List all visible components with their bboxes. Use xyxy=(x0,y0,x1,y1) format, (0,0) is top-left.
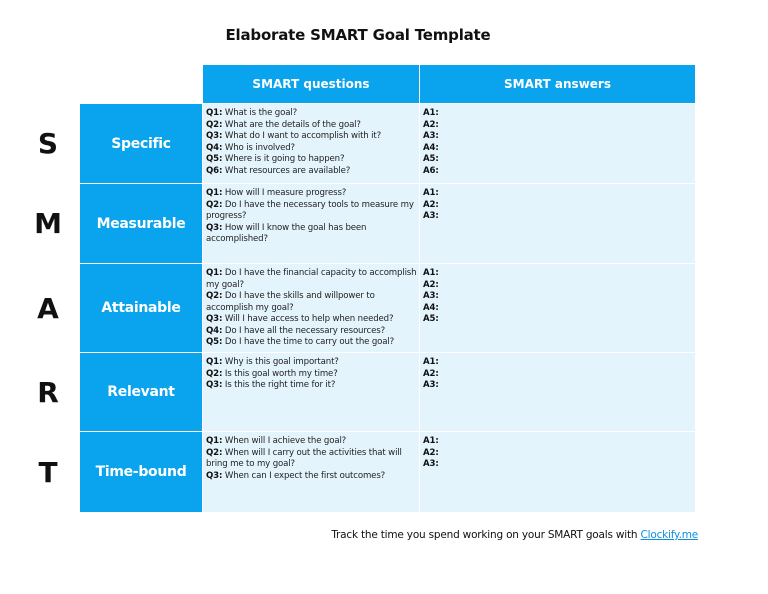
questions-cell-specific[interactable] xyxy=(203,104,419,183)
question-line: Q1: How will I measure progress? xyxy=(206,188,347,198)
answer-line: A5: xyxy=(423,314,439,324)
question-line: Q2: Do I have the skills and willpower to accomplish my goal? xyxy=(206,291,375,313)
answer-line: A3: xyxy=(423,131,439,141)
smart-letter: M xyxy=(34,207,62,240)
answers-cell-specific[interactable] xyxy=(420,104,695,183)
answer-line: A1: xyxy=(423,268,439,278)
smart-letter: R xyxy=(37,375,59,409)
row-label-measurable: Measurable xyxy=(80,184,202,263)
questions-cell-measurable[interactable] xyxy=(203,184,419,263)
answer-line: A2: xyxy=(423,279,439,290)
clockify-link[interactable]: Clockify.me xyxy=(640,529,698,541)
answers-cell-measurable[interactable] xyxy=(420,184,695,263)
question-line: Q2: Is this goal worth my time? xyxy=(206,368,338,379)
smart-letter: T xyxy=(38,455,58,489)
question-line: Q1: When will I achieve the goal? xyxy=(206,436,347,446)
question-line: Q2: Do I have the necessary tools to measure my progress? xyxy=(206,199,414,221)
smart-letter: S xyxy=(37,127,59,160)
answers-column-header: SMART answers xyxy=(420,65,695,103)
answer-line: A5: xyxy=(423,154,439,164)
answer-line: A4: xyxy=(423,142,439,153)
answer-line: A2: xyxy=(423,447,439,458)
question-line: Q3: Is this the right time for it? xyxy=(206,380,336,390)
question-line: Q3: How will I know the goal has been accomplished? xyxy=(206,222,367,244)
answer-line: A1: xyxy=(423,357,439,367)
answers-cell-relevant[interactable] xyxy=(420,353,695,431)
questions-cell-relevant[interactable] xyxy=(203,353,419,431)
answers-cell-time-bound[interactable] xyxy=(420,432,695,512)
smart-letter: A xyxy=(37,291,59,325)
question-line: Q2: What are the details of the goal? xyxy=(206,119,361,130)
answer-line: A2: xyxy=(423,368,439,379)
answer-line: A3: xyxy=(423,459,439,469)
question-line: Q4: Do I have all the necessary resources? xyxy=(206,325,385,336)
question-line: Q3: Will I have access to help when needed? xyxy=(206,314,394,324)
questions-cell-time-bound[interactable] xyxy=(203,432,419,512)
question-line: Q6: What resources are available? xyxy=(206,165,351,176)
footer-note xyxy=(331,529,698,541)
answer-line: A1: xyxy=(423,436,439,446)
answer-line: A4: xyxy=(423,302,439,313)
questions-column-header: SMART questions xyxy=(203,65,419,103)
question-line: Q5: Where is it going to happen? xyxy=(206,154,345,164)
question-line: Q5: Do I have the time to carry out the goal? xyxy=(206,337,395,347)
answer-line: A6: xyxy=(423,165,439,176)
answer-line: A3: xyxy=(423,211,439,221)
answer-line: A3: xyxy=(423,380,439,390)
question-line: Q1: What is the goal? xyxy=(206,108,297,118)
answer-line: A1: xyxy=(423,188,439,198)
questions-cell-attainable[interactable] xyxy=(203,264,419,352)
answer-line: A2: xyxy=(423,199,439,210)
question-line: Q4: Who is involved? xyxy=(206,142,295,153)
row-label-specific: Specific xyxy=(80,104,202,183)
row-label-time-bound: Time-bound xyxy=(80,432,202,512)
page-title: Elaborate SMART Goal Template xyxy=(225,26,491,44)
row-label-relevant: Relevant xyxy=(80,353,202,431)
answer-line: A3: xyxy=(423,291,439,301)
footer-text: Track the time you spend working on your SMART goals with xyxy=(331,529,641,541)
answer-line: A2: xyxy=(423,119,439,130)
question-line: Q1: Why is this goal important? xyxy=(206,357,339,367)
question-line: Q3: What do I want to accomplish with it? xyxy=(206,131,382,141)
question-line: Q2: When will I carry out the activities that will bring me to my goal? xyxy=(206,447,402,469)
row-label-attainable: Attainable xyxy=(80,264,202,352)
question-line: Q3: When can I expect the first outcomes? xyxy=(206,470,386,481)
answers-cell-attainable[interactable] xyxy=(420,264,695,352)
answer-line: A1: xyxy=(423,108,439,118)
question-line: Q1: Do I have the financial capacity to accomplish my goal? xyxy=(206,268,417,290)
